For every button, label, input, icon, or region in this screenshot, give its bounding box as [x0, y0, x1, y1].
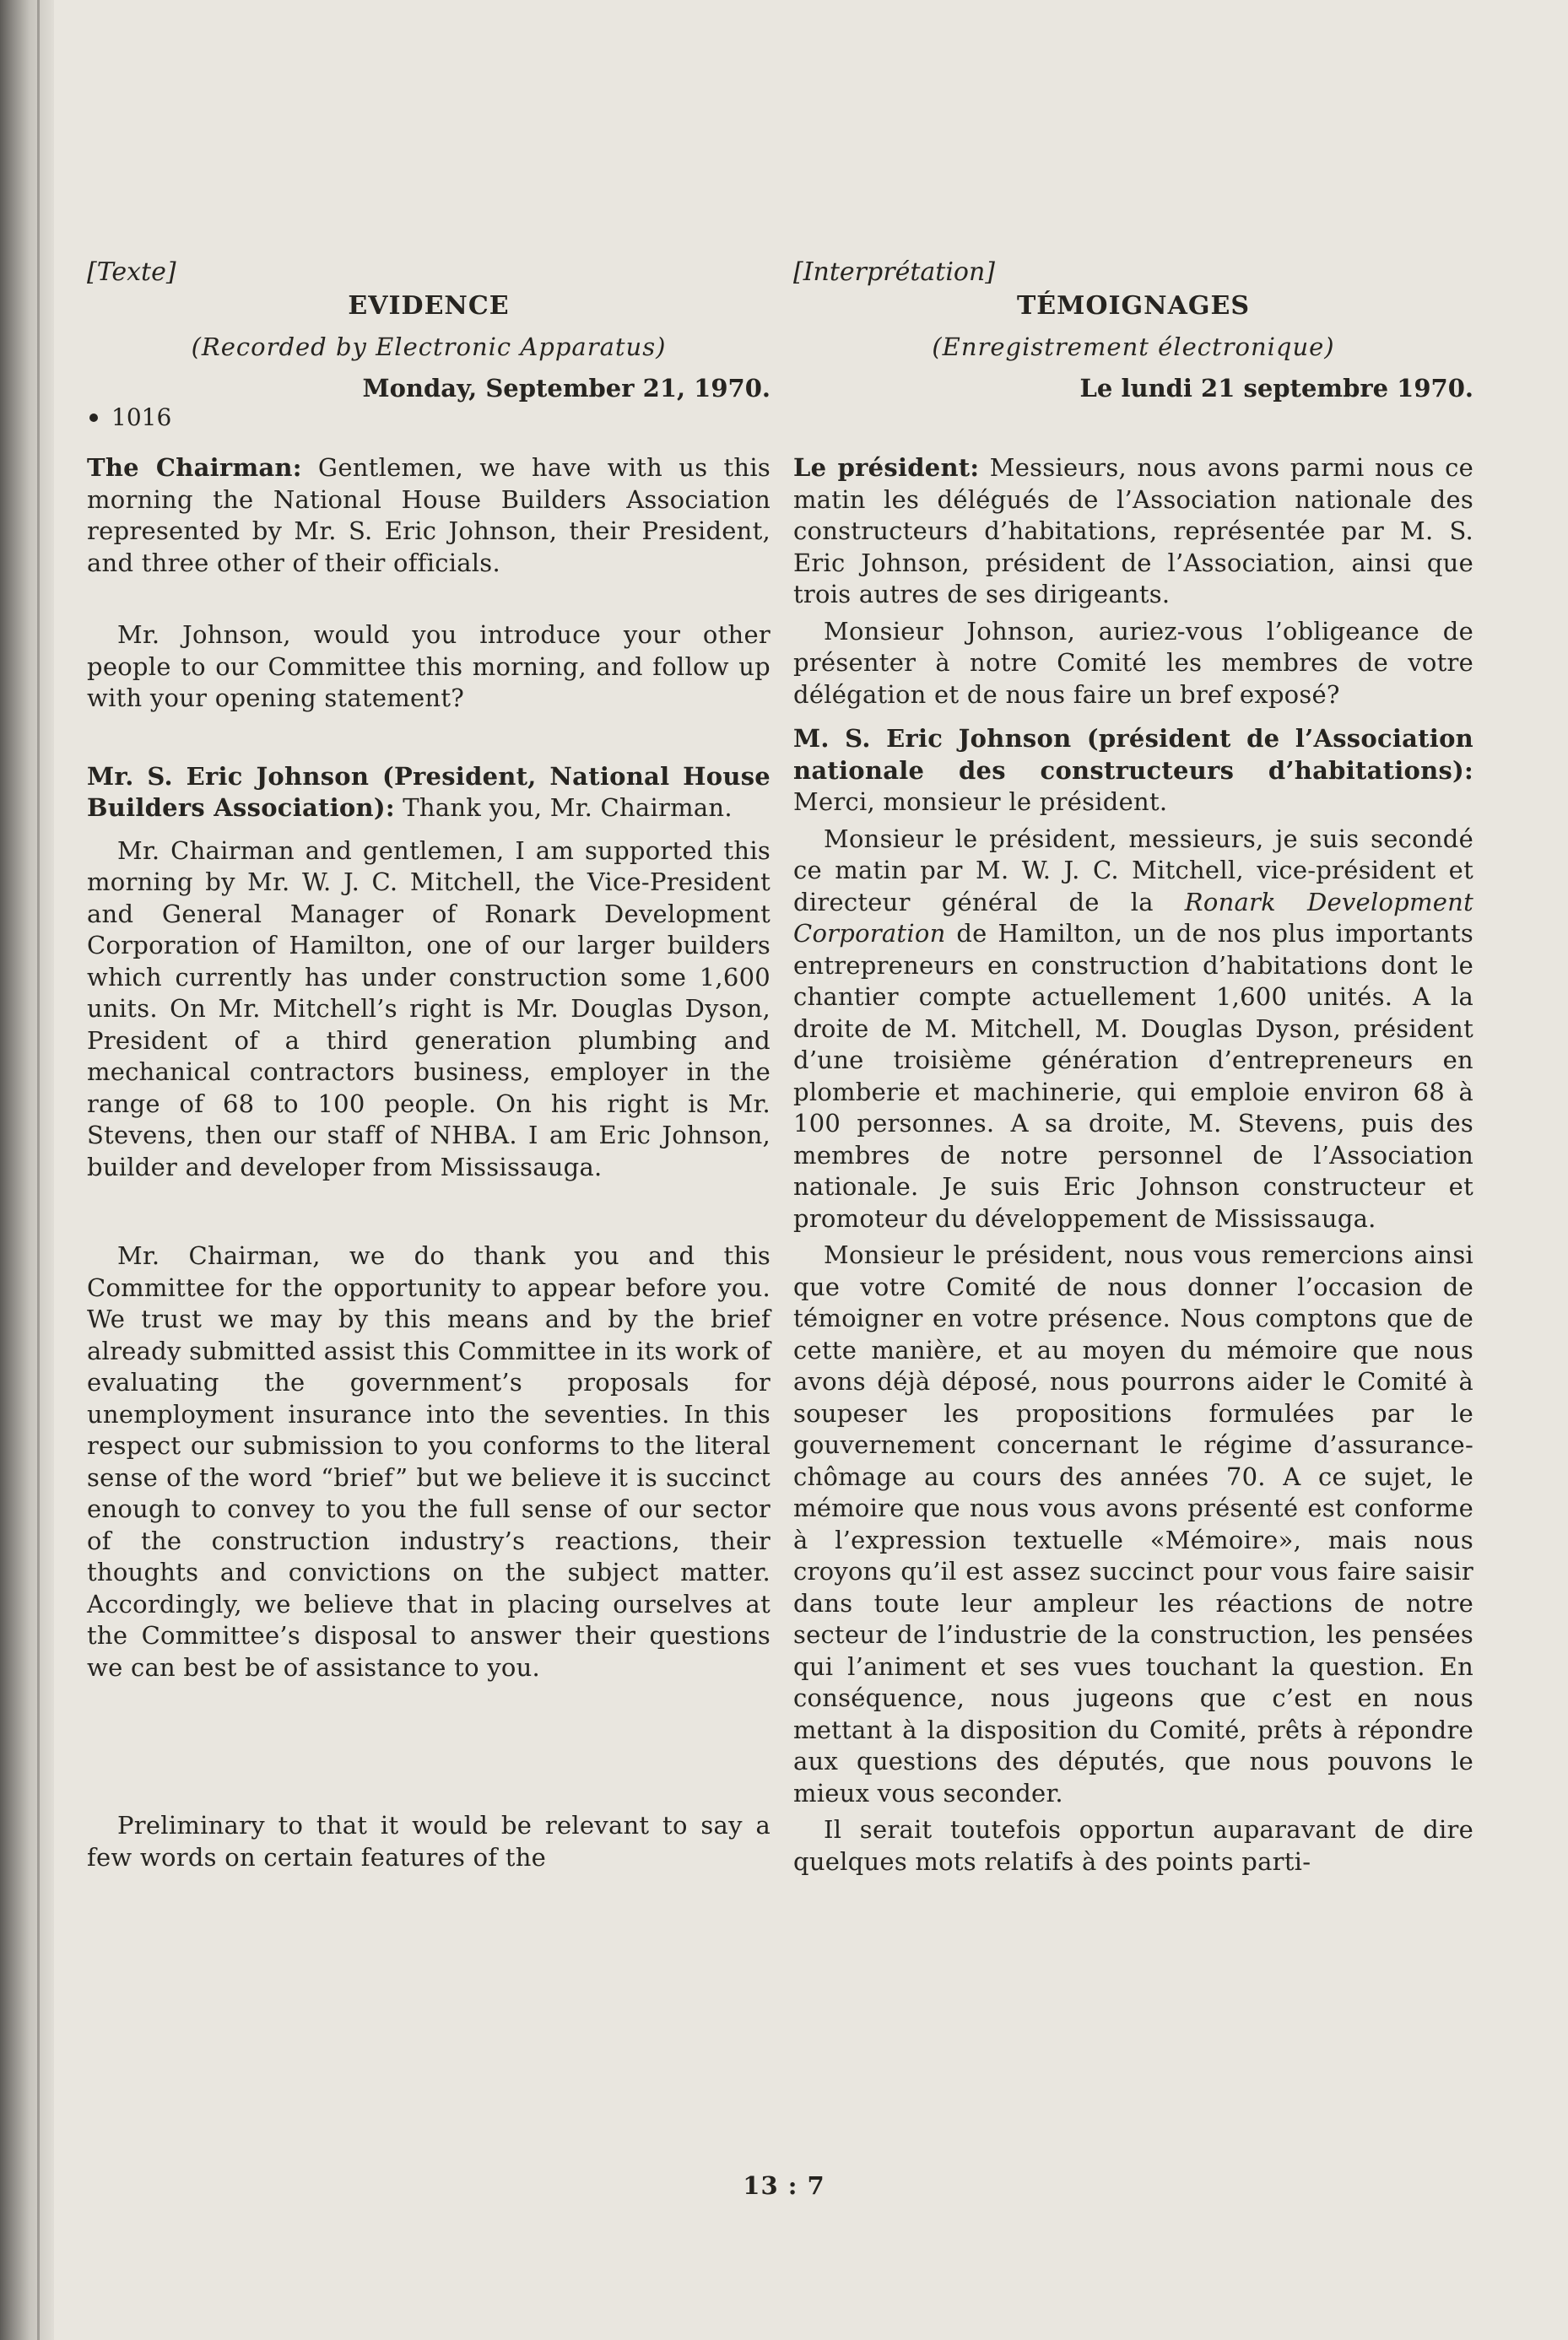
book-spine-shadow [0, 0, 54, 2340]
company-name: Ronark Development Corporation [793, 887, 1473, 948]
speaker-name: The Chairman: [87, 453, 302, 482]
paragraph-chairman-intro [87, 452, 770, 579]
paragraph-johnson-appreciation: Mr. Chairman, we do thank you and this Committee for the opportunity to appear before you. We trust we may by this means and by the brief already submitted assist this Committee in its work of evaluating the government’s proposals for unemployment insurance into the seventies. In this respect our submission to you conforms to the literal sense of the word “brief” but we believe it is succinct enough to convey to you the full sense of our sector of the construction industry’s reactions, their thoughts and convictions on the subject matter. Accordingly, we believe that in placing ourselves at the Committee’s disposal to answer their questions we can best be of assistance to you. [87, 1241, 770, 1682]
paragraph-chairman-intro [793, 452, 1473, 611]
time-marker [87, 405, 770, 430]
sitting-date: Le lundi 21 septembre 1970. [1079, 374, 1473, 403]
time-marker-value: 1016 [111, 403, 172, 431]
paragraph-chairman-question: Mr. Johnson, would you introduce your other people to our Committee this morning, and follow up with your opening statement? [87, 620, 770, 712]
speaker-name: Le président: [793, 453, 980, 482]
paragraph-johnson-appreciation: Monsieur le président, nous vous remercions ainsi que votre Comité de nous donner l’occasion de témoigner en votre présence. Nous comptons que de cette manière, et au moyen du mémoire que nous avons déjà déposé, nous pourrons aider le Comité à soupeser les propositions formulées par le gouvernement concernant le régime d’assurance-chômage au cours des années 70. A ce sujet, le mémoire que nous vous avons présenté est conforme à l’expression textuelle «Mémoire», mais nous croyons qu’il est assez succinct pour vous faire saisir dans toute leur ampleur les réactions de notre secteur de l’industrie de la construction, les pensées qui l’animent et ses vues touchant la question. En conséquence, nous jugeons que c’est en nous mettant à la disposition du Comité, prêts à répondre aux questions des députés, que nous pouvons le mieux vous seconder. [793, 1240, 1473, 1808]
paragraph-johnson-thanks [793, 723, 1473, 819]
sitting-date: Monday, September 21, 1970. [362, 374, 770, 403]
bullet-icon [89, 413, 98, 422]
language-tag: [Texte] [87, 257, 176, 287]
speech-text: Monsieur le président, messieurs, je suis secondé ce matin par M. W. J. C. Mitchell, vice-président et directeur général de la [793, 824, 1473, 916]
english-column [87, 257, 770, 1873]
speech-text: Gentlemen, we have with us this morning the National House Builders Association represented by Mr. S. Eric Johnson, their President, and three other of their officials. [87, 453, 771, 577]
speaker-name: Mr. S. Eric Johnson (President, National House Builders Association): [87, 761, 770, 822]
paragraph-johnson-thanks [87, 761, 770, 824]
section-heading: TÉMOIGNAGES [1016, 291, 1251, 321]
recording-note: (Recorded by Electronic Apparatus) [191, 332, 667, 361]
speaker-name: M. S. Eric Johnson (président de l’Association nationale des constructeurs d’habitations): [793, 724, 1473, 785]
speech-text: Messieurs, nous avons parmi nous ce matin les délégués de l’Association nationale des constructeurs d’habitations, représentée par M. S. Eric Johnson, président de l’Association, ainsi que trois autres de ses dirigeants. [793, 453, 1473, 608]
paragraph-preliminary: Preliminary to that it would be relevant to say a few words on certain features of the [87, 1811, 770, 1872]
recording-note: (Enregistrement électronique) [932, 332, 1335, 361]
page-number: 13 : 7 [743, 2171, 825, 2200]
language-tag: [Interprétation] [793, 257, 996, 287]
speech-text: de Hamilton, un de nos plus importants entrepreneurs en construction d’habitations dont le chantier compte actuellement 1,600 unités. A la droite de M. Mitchell, M. Douglas Dyson, président d’une troisième génération d’entrepreneurs en plomberie et machinerie, qui emploie environ 68 à 100 personnes. A sa droite, M. Stevens, puis des membres de notre personnel de l’Association nationale. Je suis Eric Johnson constructeur et promoteur du développement de Mississauga. [793, 919, 1473, 1233]
speech-text: Merci, monsieur le président. [793, 787, 1168, 816]
french-column [793, 257, 1473, 1878]
speech-text: Thank you, Mr. Chairman. [394, 793, 733, 822]
paragraph-johnson-introductions: Mr. Chairman and gentlemen, I am supported this morning by Mr. W. J. C. Mitchell, the Vice-President and General Manager of Ronark Development Corporation of Hamilton, one of our larger builders which currently has under construction some 1,600 units. On Mr. Mitchell’s right is Mr. Douglas Dyson, President of a third generation plumbing and mechanical contractors business, employer in the range of 68 to 100 people. On his right is Mr. Stevens, then our staff of NHBA. I am Eric Johnson, builder and developer from Mississauga. [87, 835, 770, 1181]
paragraph-johnson-introductions [793, 824, 1473, 1235]
section-heading: EVIDENCE [348, 291, 510, 321]
paragraph-preliminary: Il serait toutefois opportun auparavant de dire quelques mots relatifs à des points parti- [793, 1815, 1473, 1876]
paragraph-chairman-question: Monsieur Johnson, auriez-vous l’obligeance de présenter à notre Comité les membres de votre délégation et de nous faire un bref exposé? [793, 616, 1473, 709]
binding-line [37, 0, 40, 2340]
